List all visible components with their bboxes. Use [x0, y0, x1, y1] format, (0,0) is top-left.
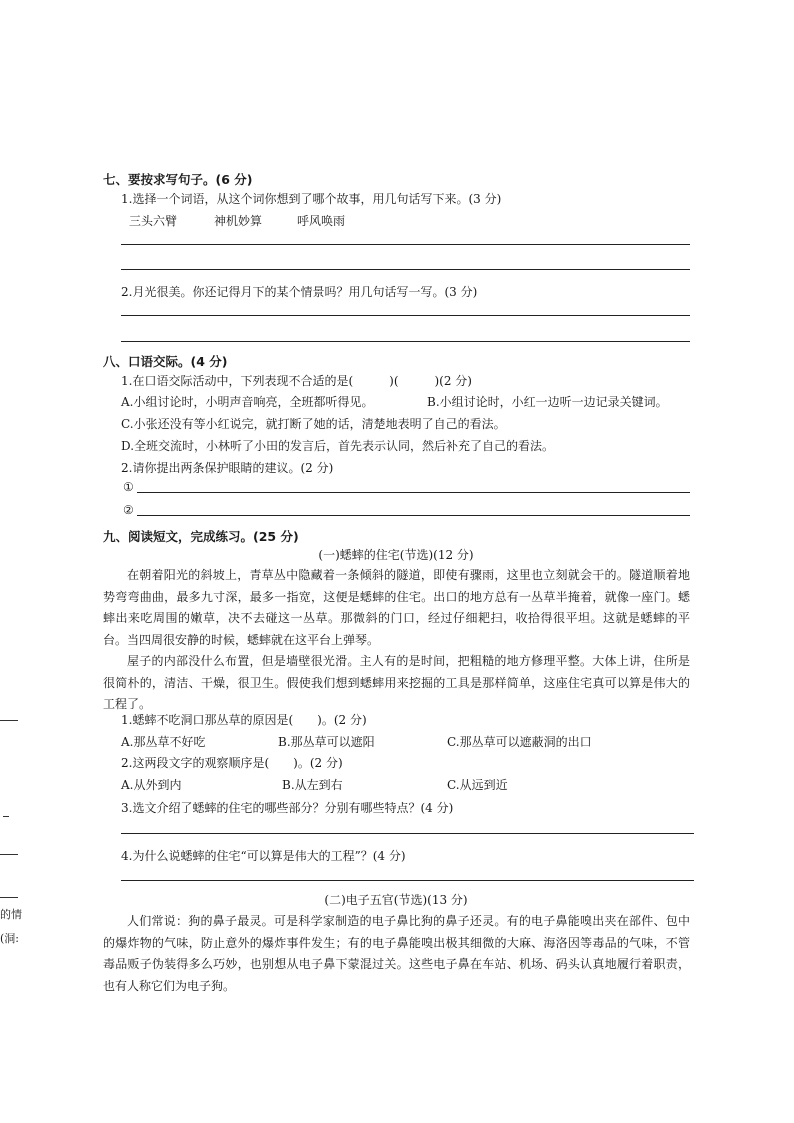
answer-line[interactable] — [121, 315, 690, 316]
section-7-title: 七、要按求写句子。(6 分) — [103, 172, 253, 187]
margin-mark — [0, 897, 18, 898]
circled-number-1: ① — [123, 480, 134, 494]
answer-line[interactable] — [137, 515, 690, 516]
sec8-question-2: 2.请你提出两条保护眼睛的建议。(2 分) — [121, 461, 334, 475]
passage-1-paragraph-1: 在朝着阳光的斜坡上，青草丛中隐藏着一条倾斜的隧道，即使有骤雨，这里也立刻就会干的。隧道顺着地势弯弯曲曲，最多九寸深，最多一指宽，这便是蟋蟀的住宅。出口的地方总有一丛草半掩着，就像一座门。蟋蟀出来吃周围的嫩草，决不去碰这一丛草。那微斜的门口，经过仔细耙扫，收拾得很平坦。这就是蟋蟀的平台。当四周很安静的时候，蟋蟀就在这平台上弹琴。 — [103, 568, 690, 647]
sec7-question-1: 1.选择一个词语，从这个词你想到了哪个故事，用几句话写下来。(3 分) — [121, 192, 502, 206]
reading-q2-option-a: A.从外到内 — [121, 778, 182, 792]
passage-2-paragraph-1: 人们常说：狗的鼻子最灵。可是科学家制造的电子鼻比狗的鼻子还灵。有的电子鼻能嗅出夹在部件、包中的爆炸物的气味，防止意外的爆炸事件发生；有的电子鼻能嗅出极其细微的大麻、海洛因等毒品的气味，不管毒品贩子伪装得多么巧妙，也别想从电子鼻下蒙混过关。这些电子鼻在车站、机场、码头认真地履行着职责，也有人称它们为电子狗。 — [103, 914, 690, 993]
sec8-question-1: 1.在口语交际活动中，下列表现不合适的是( )( )(2 分) — [121, 374, 472, 388]
sec8-option-d: D.全班交流时，小林听了小田的发言后，首先表示认同，然后补充了自己的看法。 — [121, 439, 555, 453]
reading-question-4: 4.为什么说蟋蟀的住宅“可以算是伟大的工程”？(4 分) — [121, 849, 406, 863]
margin-text: 的情 — [0, 908, 22, 921]
answer-line[interactable] — [121, 833, 694, 834]
word-option-1: 三头六臂 — [129, 214, 178, 228]
word-option-2: 神机妙算 — [214, 214, 263, 228]
reading-question-1: 1.蟋蟀不吃洞口那丛草的原因是( )。(2 分) — [121, 713, 367, 727]
circled-number-2: ② — [123, 503, 134, 517]
reading-q1-option-c: C.那丛草可以遮蔽洞的出口 — [447, 735, 592, 749]
answer-line[interactable] — [121, 880, 694, 881]
sec7-question-2: 2.月光很美。你还记得月下的某个情景吗？用几句话写一写。(3 分) — [121, 285, 478, 299]
word-option-3: 呼风唤雨 — [297, 214, 346, 228]
answer-line[interactable] — [137, 492, 690, 493]
margin-text: (洞: — [0, 932, 19, 945]
passage-1-paragraph-2: 屋子的内部没什么布置，但是墙壁很光滑。主人有的是时间，把粗糙的地方修理平整。大体上讲，住所是很简朴的，清洁、干燥，很卫生。假使我们想到蟋蟀用来挖掘的工具是那样简单，这座住宅真可以算是伟大的工程了。 — [103, 654, 690, 711]
passage-1-title: (一)蟋蟀的住宅(节选)(12 分) — [318, 548, 474, 562]
sec8-option-b: B.小组讨论时，小红一边听一边记录关键词。 — [427, 395, 668, 409]
reading-q2-option-b: B.从左到右 — [282, 778, 343, 792]
passage-2-title: (二)电子五官(节选)(13 分) — [324, 893, 468, 907]
answer-line[interactable] — [121, 269, 690, 270]
margin-mark — [0, 720, 18, 721]
reading-question-3: 3.选文介绍了蟋蟀的住宅的哪些部分？分别有哪些特点？(4 分) — [121, 801, 454, 815]
margin-mark — [0, 854, 18, 855]
section-9-title: 九、阅读短文，完成练习。(25 分) — [103, 529, 299, 544]
sec8-option-a: A.小组讨论时，小明声音响亮，全班都听得见。 — [121, 395, 374, 409]
sec8-option-c: C.小张还没有等小红说完，就打断了她的话，清楚地表明了自己的看法。 — [121, 417, 506, 431]
reading-q1-option-b: B.那丛草可以遮阳 — [278, 735, 375, 749]
margin-mark — [3, 816, 9, 817]
answer-line[interactable] — [121, 244, 690, 245]
answer-line[interactable] — [121, 341, 690, 342]
reading-q1-option-a: A.那丛草不好吃 — [121, 735, 206, 749]
reading-question-2: 2.这两段文字的观察顺序是( )。(2 分) — [121, 756, 343, 770]
section-8-title: 八、口语交际。(4 分) — [103, 354, 228, 369]
reading-q2-option-c: C.从远到近 — [447, 778, 508, 792]
